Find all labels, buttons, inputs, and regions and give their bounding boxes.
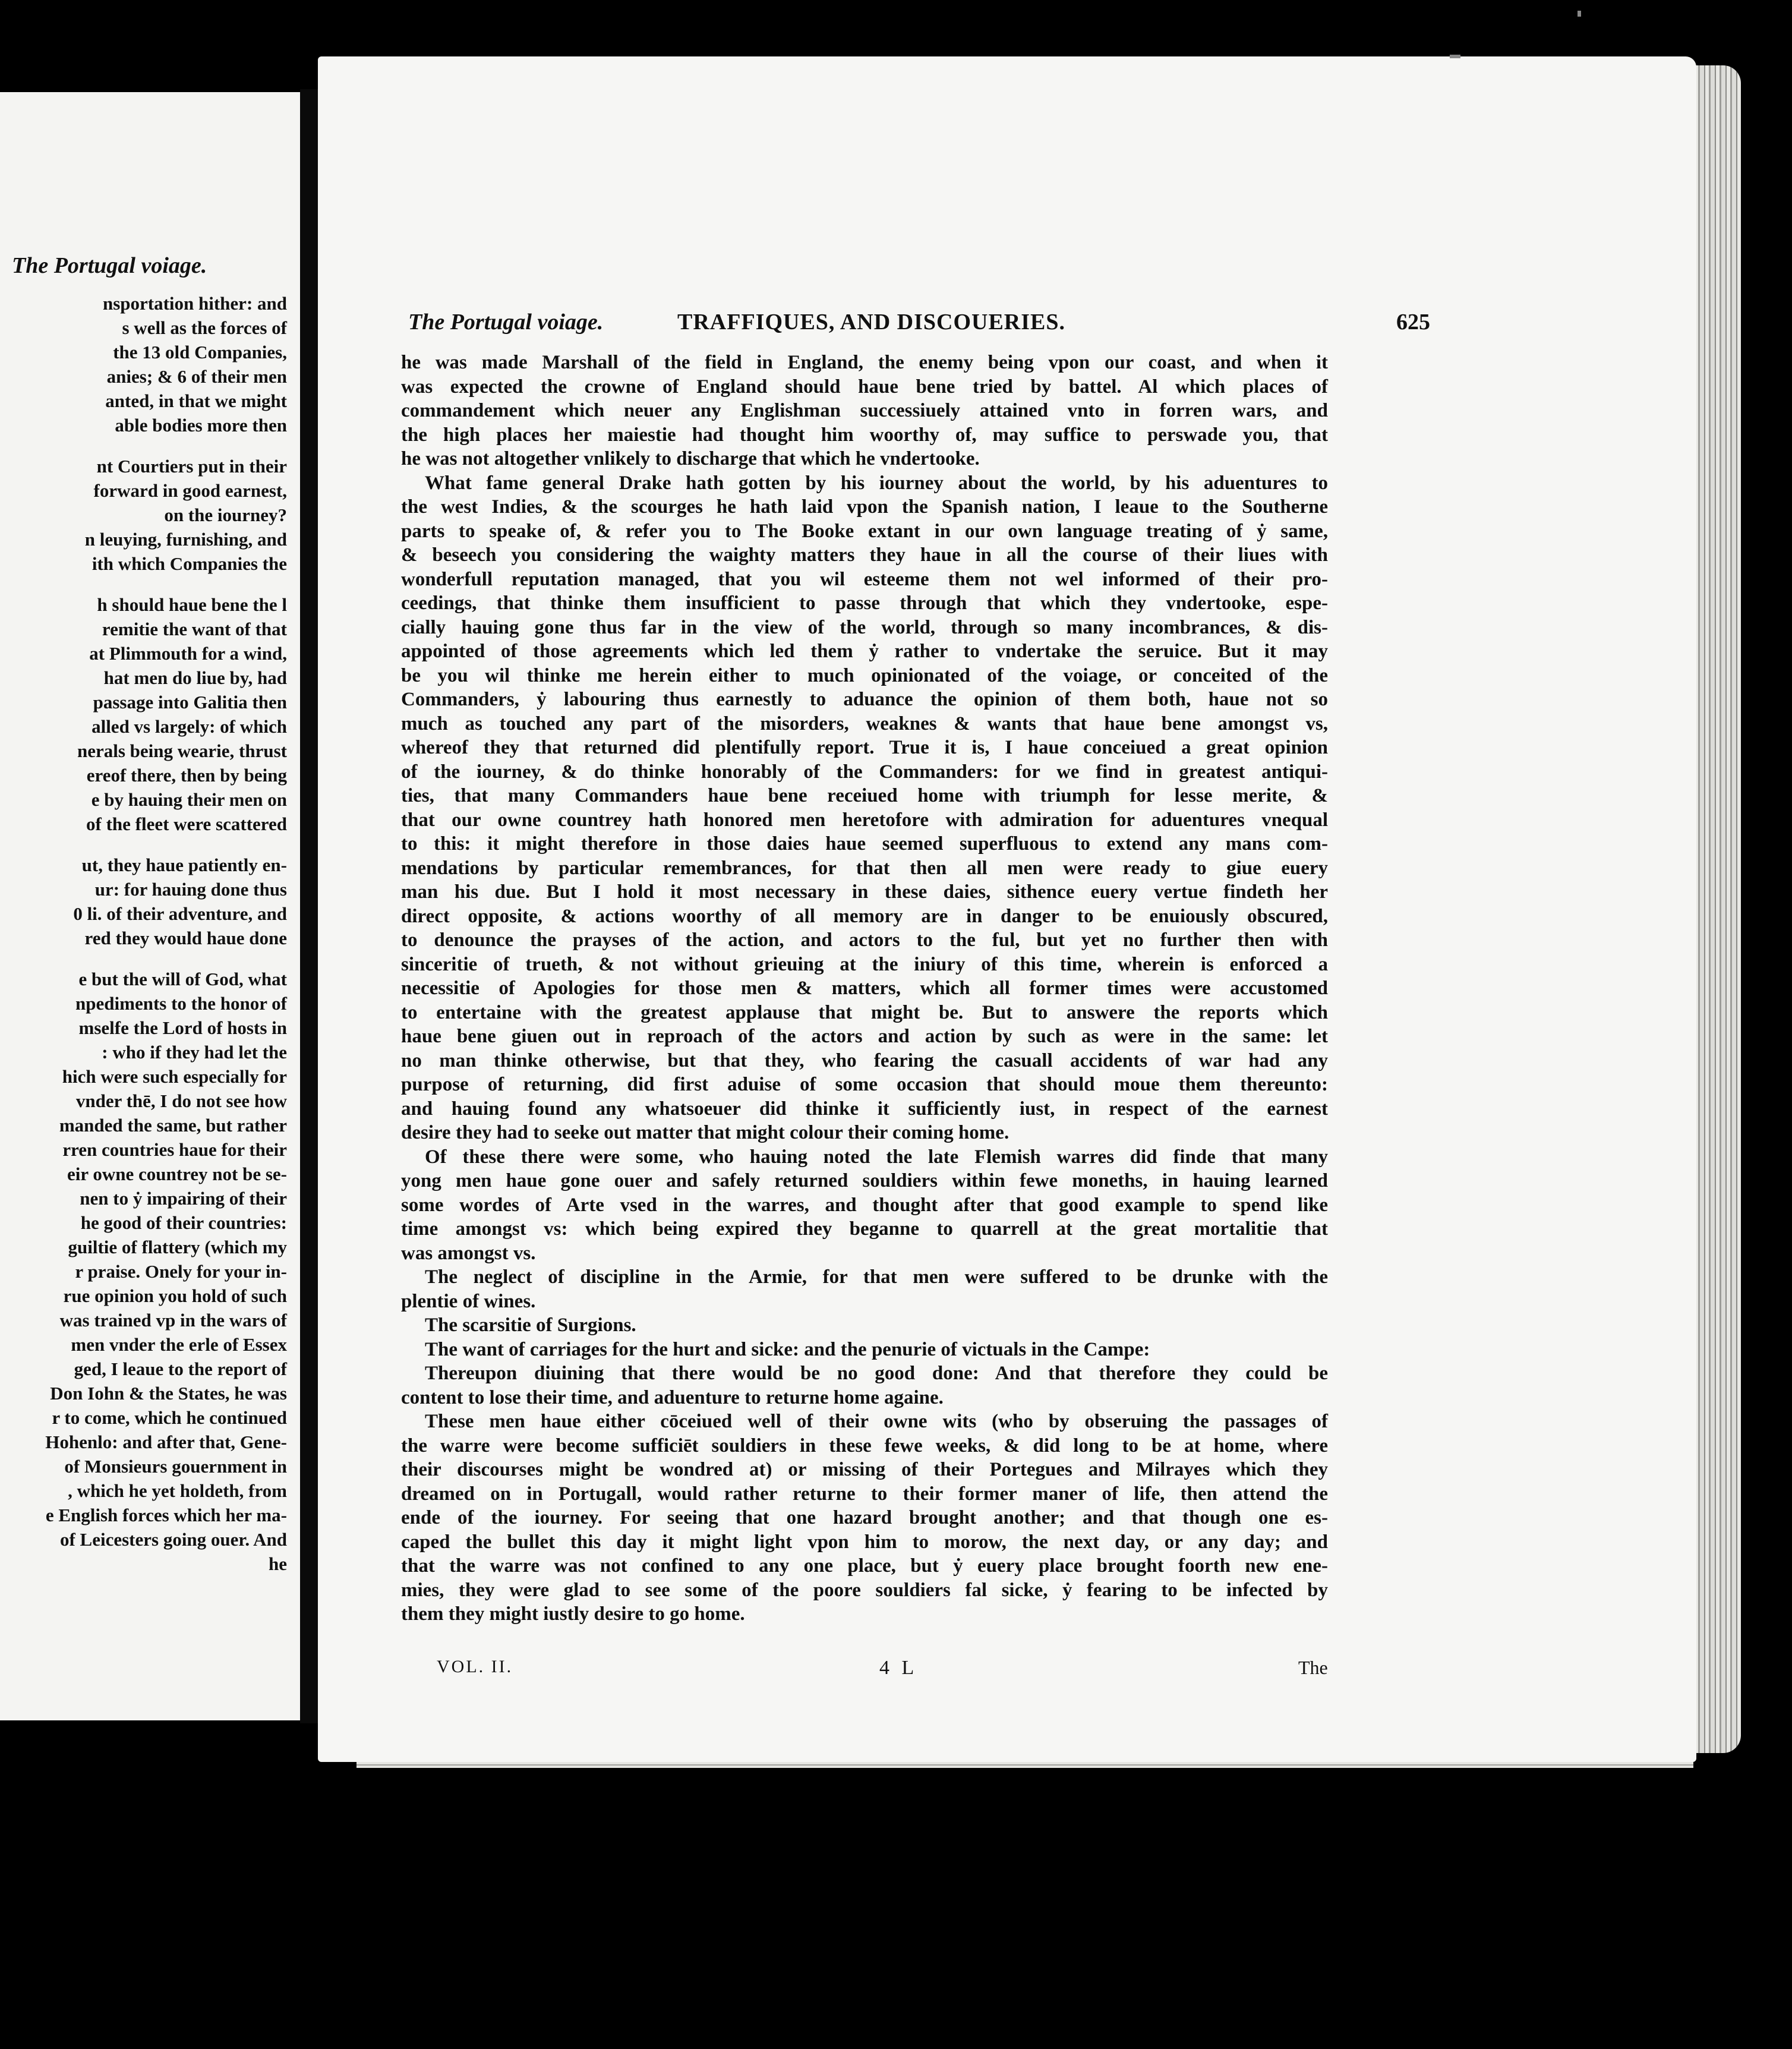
left-text-line: e but the will of God, what	[78, 969, 287, 989]
text-line: Commanders, ẏ labouring thus earnestly to aduance the opinion of them both, haue not so	[401, 689, 1328, 710]
left-text-line: r to come, which he continued	[52, 1407, 287, 1428]
left-text-line: ith which Companies the	[92, 553, 287, 574]
text-line: & beseech you considering the waighty matters they haue in all the course of their liues with	[401, 544, 1328, 566]
text-line: to denounce the prayses of the action, and actors to the ful, but yet no further then with	[401, 929, 1328, 951]
signature-mark: 4 L	[879, 1657, 918, 1679]
left-text-line: e English forces which her ma-	[45, 1505, 287, 1525]
left-page-fragment	[0, 92, 300, 1720]
left-text-line: hat men do liue by, had	[103, 667, 287, 688]
text-line: to this: it might therefore in those daies haue seemed superfluous to extend any mans com-	[401, 833, 1328, 855]
left-text-line: e by hauing their men on	[91, 789, 287, 810]
left-text-line: vnder thē, I do not see how	[75, 1090, 287, 1111]
left-text-line	[0, 950, 287, 967]
running-head-title: The Portugal voiage.	[408, 310, 604, 335]
paragraph	[401, 1265, 1328, 1313]
left-text-line: alled vs largely: of which	[92, 716, 287, 737]
left-page-text	[0, 291, 287, 1576]
text-line: mies, they were glad to see some of the poore souldiers fal sicke, ẏ fearing to be infected by	[401, 1579, 1328, 1601]
left-text-line: anies; & 6 of their men	[106, 366, 287, 387]
text-line: necessitie of Apologies for those men & matters, which all former times were accustomed	[401, 978, 1328, 999]
left-text-line: hich were such especially for	[62, 1066, 287, 1087]
text-line: What fame general Drake hath gotten by his iourney about the world, by his aduentures to	[425, 472, 1328, 494]
text-line: desire they had to seeke out matter that might colour their coming home.	[401, 1122, 1009, 1143]
left-text-line: able bodies more then	[115, 415, 287, 436]
left-text-line: of the fleet were scattered	[86, 814, 287, 834]
text-line: sinceritie of trueth, & not without grieuing at the iniury of this time, wherein is enforced a	[401, 953, 1328, 975]
page-number: 625	[1396, 310, 1430, 335]
left-text-line: ereof there, then by being	[86, 765, 287, 786]
paragraph	[401, 1338, 1328, 1362]
text-line: that our owne countrey hath honored men heretofore with admiration for aduentures vnequal	[401, 809, 1328, 831]
text-line: he was made Marshall of the field in England, the enemy being vpon our coast, and when it	[401, 352, 1328, 373]
text-line: purpose of returning, did first aduise of some occasion that should moue them thereunto:	[401, 1074, 1328, 1095]
text-line: ties, that many Commanders haue bene receiued home with triumph for lesse merite, &	[401, 785, 1328, 806]
text-line: These men haue either cōceiued well of their owne wits (who by obseruing the passages of	[425, 1411, 1328, 1432]
text-line: to entertaine with the greatest applause that might be. But to answere the reports which	[401, 1001, 1328, 1023]
text-line: the high places her maiestie had thought him woorthy of, may suffice to perswade you, that	[401, 424, 1328, 446]
text-line: he was not altogether vnlikely to discharge that which he vndertooke.	[401, 448, 980, 469]
paragraph	[401, 471, 1328, 1145]
text-line: mendations by particular remembrances, for that then all men were ready to giue euery	[401, 857, 1328, 879]
left-text-line: manded the same, but rather	[59, 1115, 287, 1136]
paragraph	[401, 1410, 1328, 1626]
text-line: haue bene giuen out in reproach of the actors and action by such as were in the same: let	[401, 1026, 1328, 1047]
left-text-line: he good of their countries:	[80, 1212, 287, 1233]
text-line: caped the bullet this day it might light vpon him to morow, the next day, or any day; and	[401, 1531, 1328, 1553]
left-text-line: nt Courtiers put in their	[96, 456, 287, 477]
body-text	[401, 351, 1328, 1626]
left-text-line: of Leicesters going ouer. And	[59, 1529, 287, 1550]
text-line: direct opposite, & actions woorthy of all memory are in danger to be enuiously obscured,	[401, 905, 1328, 927]
page-footer	[318, 1657, 1696, 1683]
left-text-line: mselfe the Lord of hosts in	[78, 1017, 287, 1038]
left-text-line	[0, 437, 287, 454]
running-head	[318, 309, 1696, 339]
text-line: commandement which neuer any Englishman successiuely attained vnto in forren wars, and	[401, 400, 1328, 421]
text-line: plentie of wines.	[401, 1290, 536, 1312]
text-line: them they might iustly desire to go home.	[401, 1603, 745, 1625]
text-line: whereof they that returned did plentifully report. True it is, I haue conceiued a great opinion	[401, 737, 1328, 758]
text-line: The neglect of discipline in the Armie, for that men were suffered to be drunke with the	[425, 1266, 1328, 1288]
text-line: appointed of those agreements which led them ẏ rather to vndertake the seruice. But it may	[401, 641, 1328, 662]
text-line: ceedings, that thinke them insufficient to passe through that which they vndertooke, espe-	[401, 592, 1328, 614]
left-text-line: anted, in that we might	[105, 390, 287, 411]
volume-label: VOL. II.	[437, 1657, 513, 1676]
left-text-line: , which he yet holdeth, from	[68, 1480, 287, 1501]
text-line: dreamed on in Portugall, would rather returne to their former maner of life, then attend the	[401, 1483, 1328, 1505]
text-line: Thereupon diuining that there would be no good done: And that therefore they could be	[425, 1363, 1328, 1384]
text-line: no man thinke otherwise, but that they, who fearing the casuall accidents of war had any	[401, 1049, 1328, 1071]
left-text-line: remitie the want of that	[102, 619, 287, 639]
left-text-line: men vnder the erle of Essex	[71, 1334, 287, 1355]
left-text-line: h should haue bene the l	[97, 594, 287, 615]
left-text-line: s well as the forces of	[122, 317, 287, 338]
scan-speck	[1450, 55, 1460, 58]
text-line: yong men haue gone ouer and safely returned souldiers within fewe moneths, in hauing learned	[401, 1170, 1328, 1191]
left-text-line: nerals being wearie, thrust	[77, 740, 287, 761]
text-line: The scarsitie of Surgions.	[425, 1314, 636, 1336]
left-text-line: he	[269, 1553, 287, 1574]
text-line: time amongst vs: which being expired they beganne to quarrell at the great mortalitie that	[401, 1218, 1328, 1240]
paragraph	[401, 1361, 1328, 1410]
left-text-line	[0, 836, 287, 853]
left-text-line: of Monsieurs gouernment in	[64, 1456, 287, 1477]
text-line: content to lose their time, and aduenture to returne home againe.	[401, 1386, 944, 1408]
text-line: the warre were become sufficiēt souldiers in these fewe weeks, & did long to be at home, where	[401, 1435, 1328, 1457]
text-line: wonderfull reputation managed, that you wil esteeme them not wel informed of their pro-	[401, 568, 1328, 590]
text-line: man his due. But I hold it most necessary in these daies, sithence euery vertue findeth her	[401, 881, 1328, 903]
text-line: of the iourney, & do thinke honorably of the Commanders: for we find in greatest antiqui-	[401, 761, 1328, 783]
left-text-line: ut, they haue patiently en-	[81, 855, 287, 875]
left-running-head: The Portugal voiage.	[12, 253, 207, 278]
scan-speck	[1578, 11, 1581, 17]
paragraph	[401, 1313, 1328, 1338]
left-text-line: at Plimmouth for a wind,	[89, 643, 287, 664]
left-text-line: the 13 old Companies,	[113, 342, 287, 362]
left-text-line: on the iourney?	[164, 505, 287, 525]
text-line: was expected the crowne of England should haue bene tried by battel. Al which places of	[401, 376, 1328, 398]
left-text-line: nen to ẏ impairing of their	[80, 1188, 287, 1209]
left-text-line: : who if they had let the	[102, 1042, 287, 1063]
left-text-line: was trained vp in the wars of	[59, 1310, 287, 1331]
text-line: parts to speake of, & refer you to The Booke extant in our own language treating of ẏ same,	[401, 520, 1328, 542]
text-line: that the warre was not confined to any one place, but ẏ euery place brought foorth new ene-	[401, 1555, 1328, 1577]
text-line: The want of carriages for the hurt and sicke: and the penurie of victuals in the Campe:	[425, 1338, 1150, 1360]
left-text-line: 0 li. of their adventure, and	[73, 903, 287, 924]
right-page	[318, 56, 1696, 1762]
left-text-line: ged, I leaue to the report of	[74, 1358, 287, 1379]
left-text-line: ur: for hauing done thus	[94, 879, 287, 900]
left-text-line: r praise. Onely for your in-	[75, 1261, 287, 1282]
left-text-line: Hohenlo: and after that, Gene-	[45, 1432, 287, 1452]
text-line: was amongst vs.	[401, 1242, 536, 1264]
left-text-line: Don Iohn & the States, he was	[50, 1383, 287, 1404]
left-text-line: nsportation hither: and	[102, 293, 287, 314]
left-text-line: eir owne countrey not be se-	[67, 1164, 287, 1184]
catchword: The	[1298, 1657, 1328, 1678]
left-text-line: npediments to the honor of	[75, 993, 287, 1014]
text-line: much as touched any part of the misorders, weaknes & wants that haue bene amongst vs,	[401, 713, 1328, 735]
book-gutter	[300, 89, 318, 1723]
text-line: and hauing found any whatsoeuer did thinke it sufficiently iust, in respect of the earnest	[401, 1098, 1328, 1120]
left-text-line: forward in good earnest,	[93, 480, 287, 501]
text-line: be you wil thinke me herein either to much opinionated of the voiage, or conceited of the	[401, 664, 1328, 686]
text-line: their discourses might be wondred at) or missing of their Portegues and Milrayes which they	[401, 1459, 1328, 1480]
text-line: the west Indies, & the scourges he hath laid vpon the Spanish nation, I leaue to the Southerne	[401, 496, 1328, 518]
left-text-line: n leuying, furnishing, and	[84, 529, 287, 550]
left-text-line: red they would haue done	[84, 928, 287, 948]
left-text-line: rren countries haue for their	[62, 1139, 287, 1160]
left-text-line: guiltie of flattery (which my	[68, 1237, 287, 1257]
text-line: ende of the iourney. For seeing that one hazard brought another; and that though one es-	[401, 1507, 1328, 1528]
paragraph	[401, 351, 1328, 471]
text-line: Of these there were some, who hauing noted the late Flemish warres did finde that many	[425, 1146, 1328, 1168]
left-text-line: rue opinion you hold of such	[63, 1285, 287, 1306]
paragraph	[401, 1145, 1328, 1266]
text-line: some wordes of Arte vsed in the warres, and thought after that good example to spend like	[401, 1194, 1328, 1216]
left-text-line: passage into Galitia then	[93, 692, 287, 713]
left-text-line	[0, 576, 287, 592]
text-line: cially hauing gone thus far in the view of the world, through so many incombrances, & dis-	[401, 616, 1328, 638]
running-head-section: TRAFFIQUES, AND DISCOUERIES.	[677, 310, 1066, 335]
